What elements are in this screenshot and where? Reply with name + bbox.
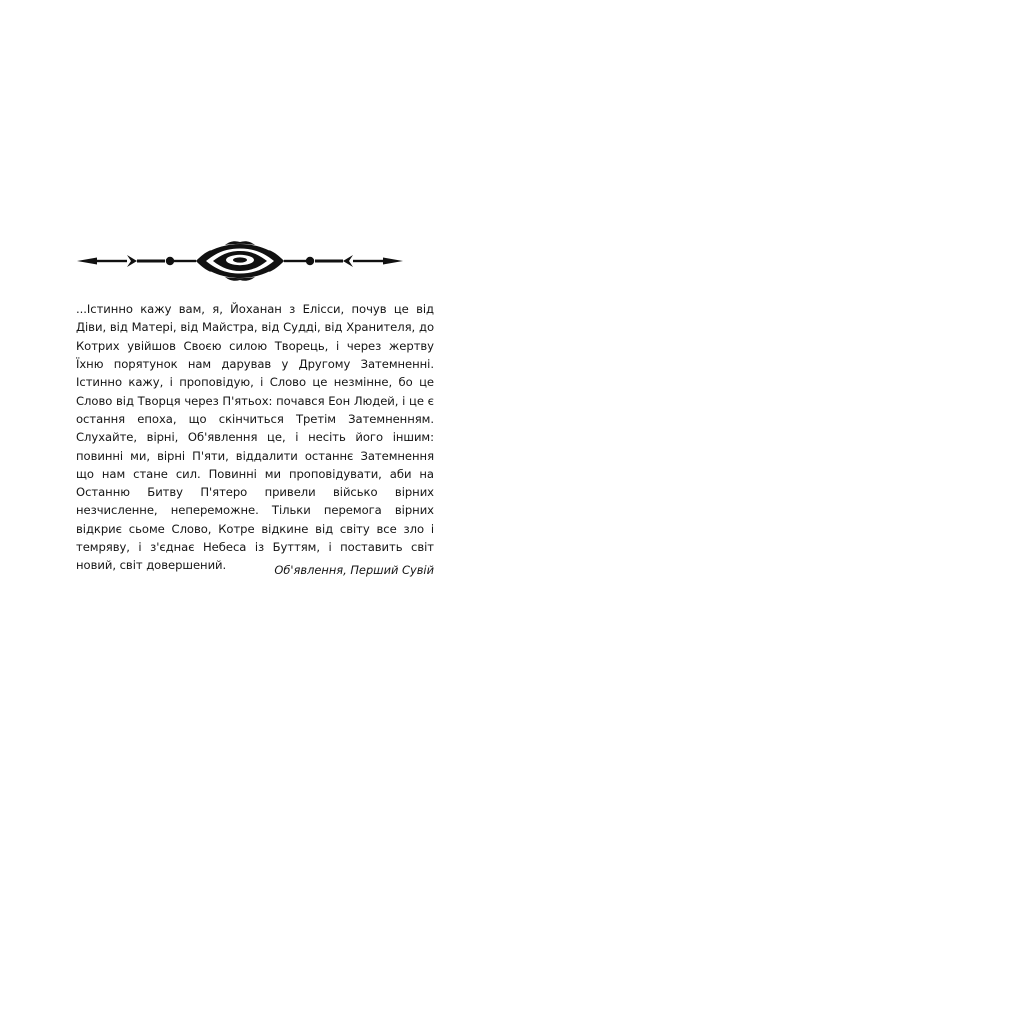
epigraph-source: Об'явлення, Перший Сувій <box>274 563 434 577</box>
decorative-divider-ornament <box>75 240 405 282</box>
epigraph-text: ...Істинно кажу вам, я, Йоханан з Елісси, почув це від Діви, від Матері, від Майстра, від Судді, від Хранителя, до Котрих увійшов Своєю силою Творець, і через жертву Їхню порятунок нам дарував у Другому Затемненні. Істинно кажу, і проповідую, і Слово це незмінне, бо це Слово від Творця через П'ятьох: почався Еон Людей, і це є остання епоха, що скінчиться Третім Затемненням. Слухайте, вірні, Об'явлення це, і несіть його іншим: повинні ми, вірні П'яти, віддалити останнє Затемнення що нам стане сил. Повинні ми проповідувати, аби на Останню Битву П'ятеро привели військо вірних незчисленне, непереможне. Тільки перемога вірних відкриє сьоме Слово, Котре відкине від світу все зло і темряву, і з'єднає Небеса із Буттям, і поставить світ новий, світ довершений. <box>76 302 434 573</box>
right-page <box>512 0 1024 1024</box>
